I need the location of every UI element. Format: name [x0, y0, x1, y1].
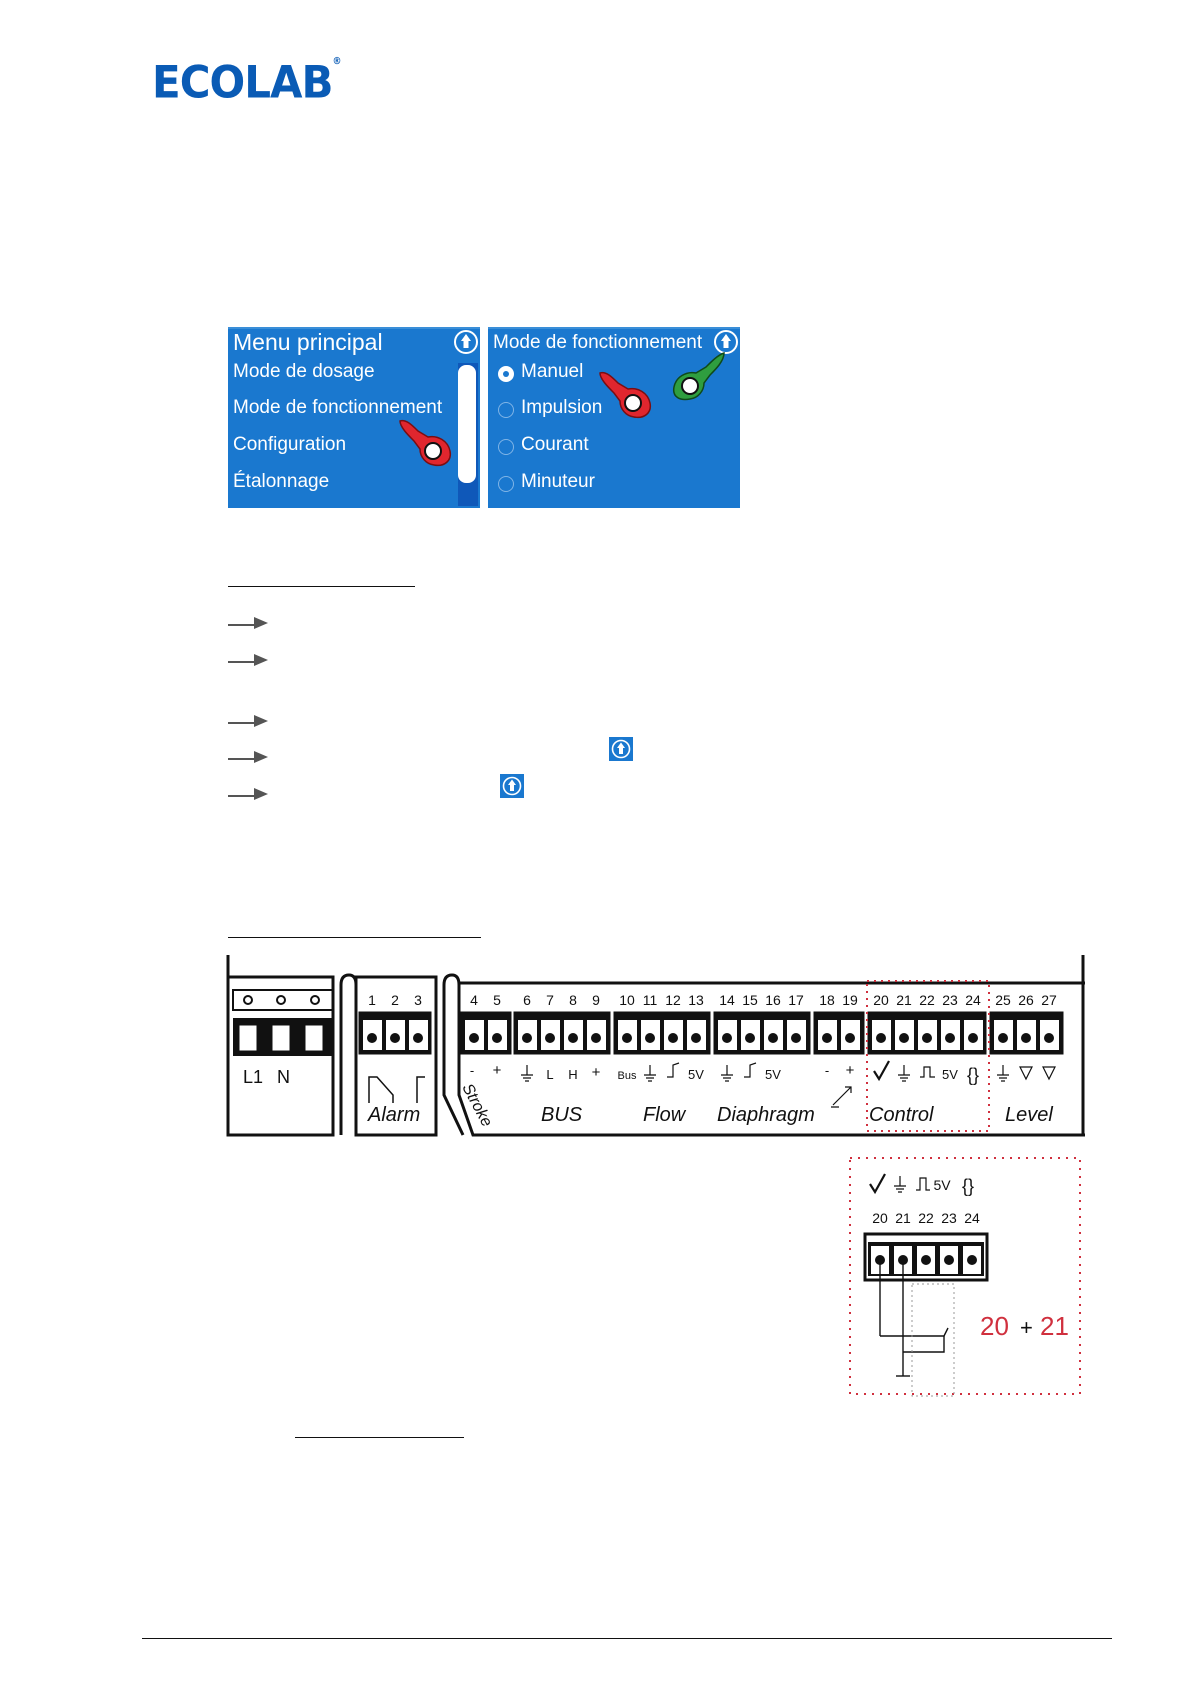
terminal-number: 6 [523, 992, 531, 1008]
bus-small-label: Bus [617, 1070, 637, 1082]
right-arrow-icon [228, 784, 268, 802]
main-menu-title: Menu principal [233, 329, 383, 355]
terminal-number: 15 [742, 992, 758, 1008]
diaphragm-5v-label: 5V [765, 1067, 781, 1082]
bus-sign-l: L [546, 1067, 554, 1082]
logo-text: ECOLAB [152, 56, 333, 109]
bus-sign-plus: + [591, 1064, 601, 1081]
stroke-plus: + [492, 1062, 502, 1079]
terminal-strip-diagram [225, 955, 1085, 1140]
right-arrow-icon [228, 711, 268, 729]
home-drop-icon [500, 774, 524, 798]
terminal-number: 19 [842, 992, 858, 1008]
detail-number: 20 [872, 1210, 888, 1226]
terminal-number: 18 [819, 992, 835, 1008]
option-manual[interactable]: Manuel [521, 361, 584, 382]
bridge-terminal-b: 21 [1040, 1311, 1069, 1341]
braces-icon: {} [961, 1176, 975, 1196]
terminal-number: 26 [1018, 992, 1034, 1008]
radio-impulse[interactable] [498, 402, 514, 418]
control-5v-label: 5V [942, 1067, 958, 1082]
radio-manual[interactable] [498, 366, 514, 382]
mains-label-l1: L1 [243, 1067, 264, 1087]
bus-label: BUS [541, 1104, 583, 1126]
terminal-number: 7 [546, 992, 554, 1008]
bridge-detail-diagram [848, 1156, 1084, 1398]
radio-timer[interactable] [498, 476, 514, 492]
menu-item-calibration[interactable]: Étalonnage [233, 471, 330, 492]
terminal-number: 12 [665, 992, 681, 1008]
terminal-number: 22 [919, 992, 935, 1008]
ecolab-logo [152, 57, 342, 108]
pointing-hand-green-icon [666, 351, 726, 403]
terminal-number: 9 [592, 992, 600, 1008]
home-drop-icon[interactable] [453, 329, 479, 355]
footer-rule [142, 1638, 1112, 1639]
heading-underline [228, 937, 481, 938]
terminal-number: 11 [642, 992, 658, 1008]
detail-number: 22 [918, 1210, 934, 1226]
terminal-number: 2 [391, 992, 399, 1008]
bridge-terminal-a: 20 [980, 1311, 1009, 1341]
heading-underline [228, 586, 415, 587]
terminal-number: 4 [470, 992, 478, 1008]
detail-number: 21 [895, 1210, 911, 1226]
scrollbar-thumb[interactable] [458, 365, 476, 483]
detail-number: 24 [964, 1210, 980, 1226]
stroke-minus: - [469, 1063, 475, 1078]
braces-icon: {} [966, 1065, 980, 1085]
check-icon [870, 1174, 885, 1192]
terminal-number: 24 [965, 992, 981, 1008]
registered-mark: ® [332, 56, 342, 68]
option-timer[interactable]: Minuteur [521, 471, 595, 492]
level-label: Level [1005, 1104, 1053, 1126]
heading-underline [295, 1437, 464, 1438]
flow-5v-label: 5V [688, 1067, 704, 1082]
terminal-number: 3 [414, 992, 422, 1008]
flow-label: Flow [643, 1104, 686, 1126]
right-arrow-icon [228, 747, 268, 765]
right-arrow-icon [228, 650, 268, 668]
terminal-number: 5 [493, 992, 501, 1008]
terminal-number: 14 [719, 992, 735, 1008]
main-menu-screen [228, 327, 480, 508]
bridge-plus: + [1020, 1315, 1033, 1340]
bus-sign-h: H [568, 1067, 578, 1082]
alarm-label: Alarm [368, 1104, 421, 1126]
terminal-number: 1 [368, 992, 376, 1008]
terminal-number: 20 [873, 992, 889, 1008]
menu-item-dosing-mode[interactable]: Mode de dosage [233, 361, 375, 382]
ground-symbols [894, 1176, 930, 1192]
operating-mode-title: Mode de fonctionnement [493, 332, 703, 353]
terminal-number: 17 [788, 992, 804, 1008]
pot-minus: - [824, 1063, 830, 1078]
detail-number: 23 [941, 1210, 957, 1226]
terminal-number: 25 [995, 992, 1011, 1008]
menu-item-operating-mode[interactable]: Mode de fonctionnement [233, 397, 443, 418]
check-icon [874, 1061, 889, 1079]
detail-5v-label: 5V [933, 1177, 951, 1193]
terminal-number: 13 [688, 992, 704, 1008]
operating-mode-screen [488, 327, 740, 508]
terminal-number: 21 [896, 992, 912, 1008]
terminal-number: 23 [942, 992, 958, 1008]
terminal-number: 10 [619, 992, 635, 1008]
terminal-numbers [368, 992, 1057, 1008]
diaphragm-label: Diaphragm [717, 1104, 815, 1126]
control-label: Control [869, 1104, 934, 1126]
pointing-hand-red-icon [598, 369, 654, 421]
right-arrow-icon [228, 613, 268, 631]
terminal-number: 27 [1041, 992, 1057, 1008]
menu-item-configuration[interactable]: Configuration [233, 434, 347, 455]
option-current[interactable]: Courant [521, 434, 589, 455]
pot-plus: + [845, 1062, 855, 1079]
mains-label-n: N [277, 1067, 290, 1087]
stroke-label: Stroke [458, 1080, 496, 1130]
terminal-number: 16 [765, 992, 781, 1008]
pointing-hand-red-icon [398, 417, 454, 469]
option-impulse[interactable]: Impulsion [521, 397, 603, 418]
terminal-number: 8 [569, 992, 577, 1008]
home-drop-icon [609, 737, 633, 761]
radio-current[interactable] [498, 439, 514, 455]
